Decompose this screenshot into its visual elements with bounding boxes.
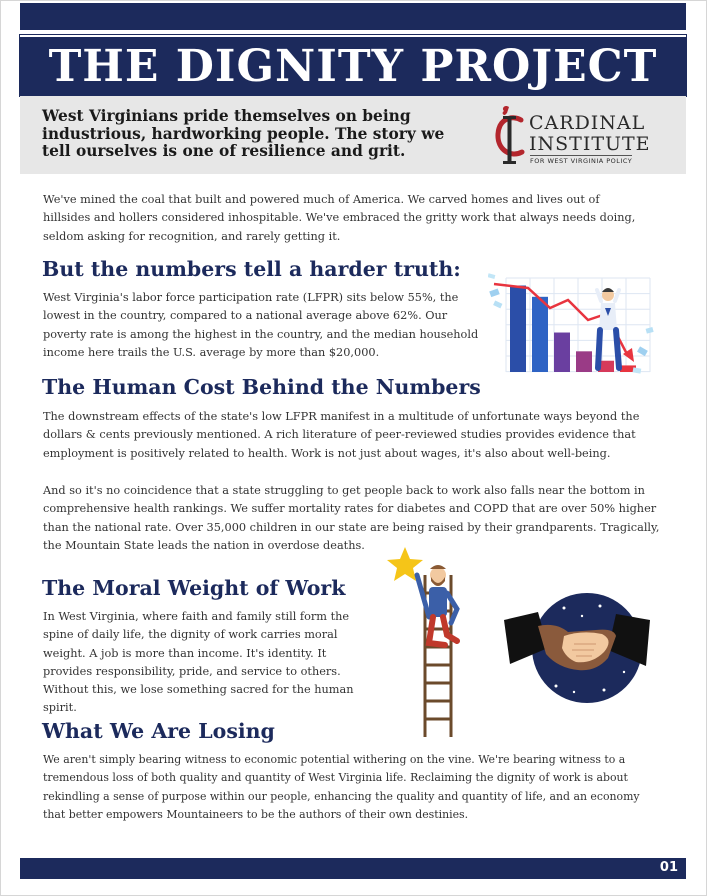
top-bar bbox=[20, 3, 686, 30]
chart-bar bbox=[532, 297, 548, 372]
chart-bar bbox=[510, 286, 526, 372]
human-cost-paragraph-1: The downstream effects of the state's low LFPR manifest in a multitude of unfortunate ways beyond the dollars & cents previously mentioned. A rich literature of peer-reviewed studies provides evidence that employment is positively related to health. Work is not just about wages, it's also about well-being. bbox=[43, 410, 640, 460]
logo-line-institute: INSTITUTE bbox=[529, 133, 651, 155]
heading-human-cost: The Human Cost Behind the Numbers bbox=[42, 375, 481, 399]
moral-weight-paragraph: In West Virginia, where faith and family still form the spine of daily life, the dignity of work carries moral weight. A job is more than income. It's identity. It provides responsibility, pride, and service to others. Without this, we lose something sacred for the human spirit. bbox=[43, 610, 354, 715]
what-losing-paragraph: We aren't simply bearing witness to economic potential withering on the vine. We're bearing witness to a tremendous loss of both quality and quantity of West Virginia life. Reclaiming the dignity of work is about rekindling a sense of purpose within our people, enhancing the quality and quantity of life, and an economy that better empowers Mountaineers to be the authors of their own destinies. bbox=[43, 753, 640, 821]
logo-line-cardinal: CARDINAL bbox=[529, 112, 646, 134]
opening-paragraph: We've mined the coal that built and powered much of America. We carved homes and lives out of hillsides and hollers considered inhospitable. We've embraced the gritty work that always needs doing, seldom asking for recognition, and rarely getting it. bbox=[43, 193, 636, 243]
title-band bbox=[20, 35, 686, 96]
cardinal-logo-mark-icon bbox=[493, 104, 527, 166]
page-number: 01 bbox=[659, 860, 678, 875]
chart-bar bbox=[576, 351, 592, 372]
human-cost-paragraph-2: And so it's no coincidence that a state struggling to get people back to work also falls near the bottom in comprehensive health rankings. We suffer mortality rates for diabetes and COPD that are over 50% higher than the national rate. Over 35,000 children in our state are being raised by their grandparents. Tragically, the Mountain State leads the nation in overdose deaths. bbox=[43, 484, 660, 552]
cardinal-institute-logo bbox=[493, 102, 678, 168]
logo-tagline: FOR WEST VIRGINIA POLICY bbox=[530, 157, 633, 165]
page-title: THE DIGNITY PROJECT bbox=[48, 41, 658, 92]
numbers-paragraph: West Virginia's labor force participation rate (LFPR) sits below 55%, the lowest in the country, compared to a national average above 62%. Our poverty rate is among the highest in the country, and the median household income here trails the U.S. average by more than $20,000. bbox=[43, 291, 479, 359]
intro-text: West Virginians pride themselves on being industrious, hardworking people. The story we tell ourselves is one of resilience and grit. bbox=[42, 107, 445, 160]
heading-numbers: But the numbers tell a harder truth: bbox=[42, 257, 461, 281]
declining-chart-illustration bbox=[488, 268, 658, 380]
intro-band bbox=[20, 96, 686, 174]
bottom-bar bbox=[20, 858, 686, 879]
handshake-illustration bbox=[504, 592, 650, 704]
heading-moral-weight: The Moral Weight of Work bbox=[42, 576, 346, 600]
chart-bar bbox=[554, 333, 570, 372]
heading-what-losing: What We Are Losing bbox=[42, 719, 275, 743]
ladder-climber-illustration bbox=[385, 545, 475, 740]
